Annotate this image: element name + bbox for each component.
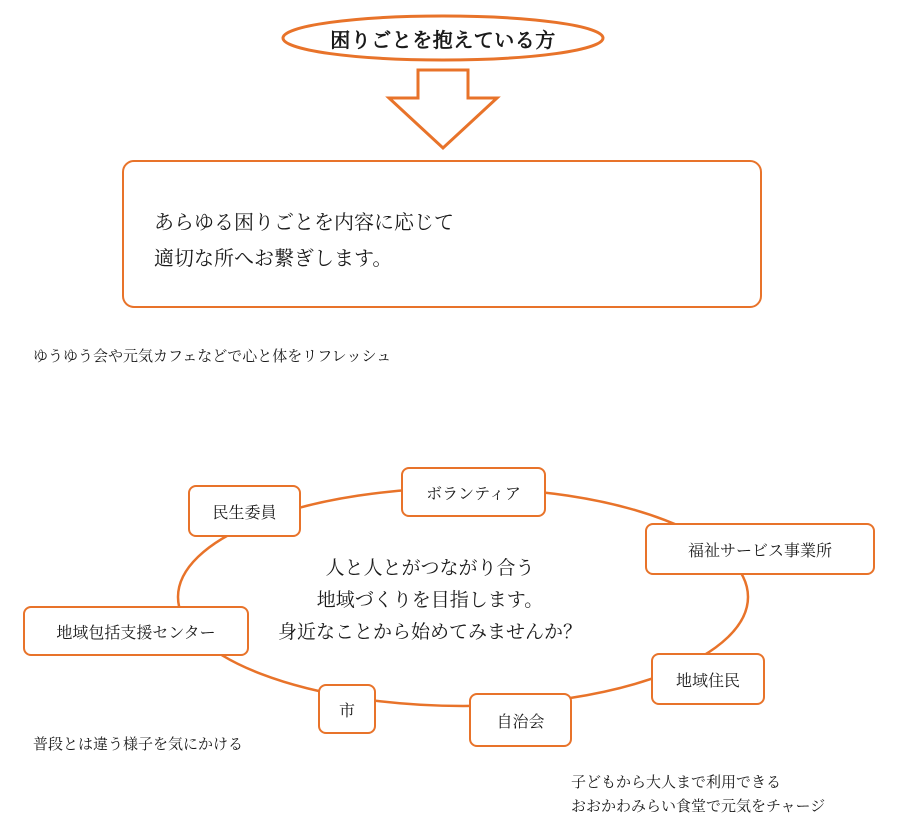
node-residents: 地域住民 <box>651 653 765 705</box>
note-cafeteria-line-1: 子どもから大人まで利用できる <box>571 773 782 791</box>
node-welfare-office: 福祉サービス事業所 <box>645 523 875 575</box>
node-neighborhood-assoc: 自治会 <box>469 693 572 747</box>
message-line-2: 適切な所へお繋ぎします。 <box>154 246 393 270</box>
note-refresh: ゆうゆう会や元気カフェなどで心と体をリフレッシュ <box>33 347 392 365</box>
center-line-1: 人と人とがつながり合う <box>325 557 535 579</box>
note-cafeteria <box>571 770 825 818</box>
node-welfare-commissioner: 民生委員 <box>188 485 301 537</box>
note-cafeteria-line-2: おおかわみらい食堂で元気をチャージ <box>571 797 826 815</box>
header-title: 困りごとを抱えている方 <box>330 27 556 52</box>
node-volunteer: ボランティア <box>401 467 546 517</box>
message-box <box>122 160 762 308</box>
center-line-3: 身近なことから始めてみませんか？ <box>277 621 582 643</box>
message-line-1: あらゆる困りごとを内容に応じて <box>154 210 454 234</box>
down-arrow-icon <box>389 70 497 148</box>
node-support-center: 地域包括支援センター <box>23 606 249 656</box>
network-center-text <box>270 552 590 648</box>
center-line-2: 地域づくりを目指します。 <box>316 589 544 611</box>
node-city: 市 <box>318 684 376 734</box>
note-watch: 普段とは違う様子を気にかける <box>33 735 244 753</box>
